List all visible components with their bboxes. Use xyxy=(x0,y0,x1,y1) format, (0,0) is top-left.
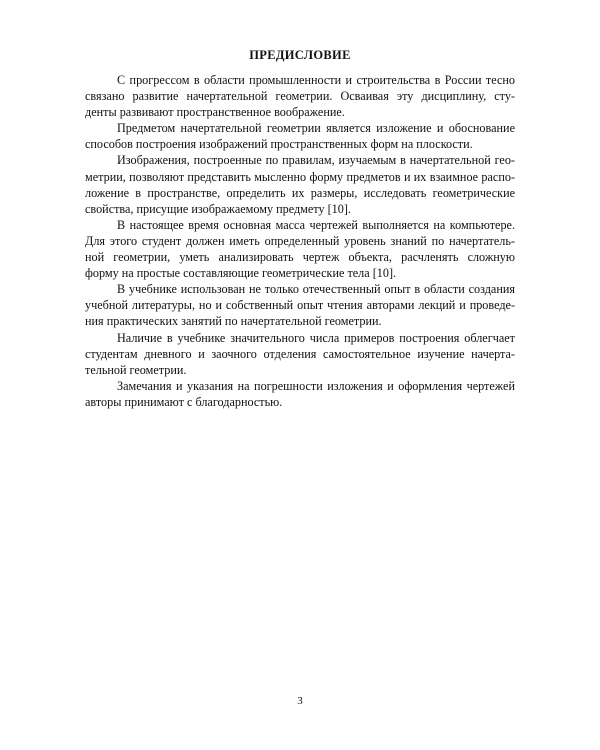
text-line: Наличие в учебнике значительного числа примеров построения облегчает xyxy=(117,330,515,345)
text-line: метрии, позволяют представить мысленно форму предметов и их взаимное распо- xyxy=(85,169,515,184)
paragraph-1 xyxy=(85,72,515,120)
text-line: денты развивают пространственное воображение. xyxy=(85,105,345,120)
paragraph-5 xyxy=(85,281,515,329)
page-number: 3 xyxy=(297,695,303,707)
text-line: ния практических занятий по начертательной геометрии. xyxy=(85,314,382,329)
text-line: связано развитие начертательной геометрии. Осваивая эту дисциплину, сту- xyxy=(85,89,515,104)
text-line: Предметом начертательной геометрии является изложение и обоснование xyxy=(117,121,515,136)
text-line: студентам дневного и заочного отделения самостоятельное изучение начерта- xyxy=(85,346,515,361)
paragraph-3 xyxy=(85,152,515,216)
text-line: тельной геометрии. xyxy=(85,362,187,377)
page-title: ПРЕДИСЛОВИЕ xyxy=(249,48,351,62)
text-line: авторы принимают с благодарностью. xyxy=(85,394,283,409)
text-line: ной геометрии, уметь анализировать чертеж объекта, расчленять сложную xyxy=(85,250,515,265)
body-text xyxy=(85,72,515,410)
text-line: учебной литературы, но и собственный опыт чтения авторами лекций и проведе- xyxy=(85,298,515,313)
text-line: свойства, присущие изображаемому предмету [10]. xyxy=(85,201,351,216)
text-line: форму на простые составляющие геометрические тела [10]. xyxy=(85,266,397,281)
text-line: способов построения изображений пространственных форм на плоскости. xyxy=(85,137,473,152)
text-line: С прогрессом в области промышленности и строительства в России тесно xyxy=(117,73,515,87)
paragraph-7 xyxy=(85,378,515,410)
text-line: Для этого студент должен иметь определенный уровень знаний по начертатель- xyxy=(85,233,515,248)
text-line: Замечания и указания на погрешности изложения и оформления чертежей xyxy=(117,378,515,393)
paragraph-6 xyxy=(85,330,515,378)
text-line: В настоящее время основная масса чертежей выполняется на компьютере. xyxy=(117,217,515,232)
text-line: Изображения, построенные по правилам, изучаемым в начертательной гео- xyxy=(117,153,515,168)
text-line: ложение в пространстве, определить их размеры, исследовать геометрические xyxy=(85,185,515,200)
paragraph-4 xyxy=(85,217,515,281)
paragraph-2 xyxy=(85,120,515,152)
text-line: В учебнике использован не только отечественный опыт в области создания xyxy=(117,282,515,297)
